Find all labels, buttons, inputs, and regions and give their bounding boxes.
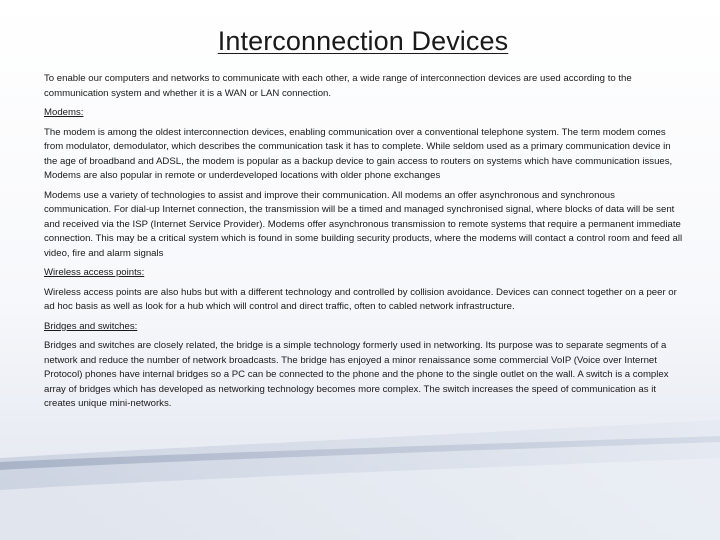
wireless-paragraph: Wireless access points are also hubs but with a different technology and controlled by collision avoidance. Devices can connect together on a peer or ad hoc basis as well as look for a hub which will control and direct traffic, often to cabled network infrastructure. [44,286,677,312]
swoosh-band-dark [0,436,720,470]
bridges-paragraph: Bridges and switches are closely related, the bridge is a simple technology formerly used in networking. Its purpose was to separate segments of a network and reduce the number of network broadcasts. The bridge has enjoyed a minor renaissance some commercial VoIP (Voice over Internet Protocol) phones have internal bridges so a PC can be connected to the phone and the phone to the single outlet on the wall. A switch is a complex array of bridges which has developed as networking technology becomes more complex. The switch increases the speed of communication as it creates unique mini-networks. [44,340,669,409]
modems-paragraph-1: The modem is among the oldest interconnection devices, enabling communication over a conventional telephone system. The term modem comes from modulator, demodulator, which describes the communication task it has to complete. While seldom used as a primary communication device in the age of broadband and ADSL, the modem is popular as a backup device to gain access to routers on systems which have communication issues, Modems are also popular in remote or underdeveloped locations with older phone exchanges [44,126,673,181]
modems-paragraph-2: Modems use a variety of technologies to assist and improve their communication. All modems an offer asynchronous and synchronous communication. For dial-up Internet connection, the transmission will be a timed and managed synchronised signal, where blocks of data will be sent and received via the ISP (Internet Service Provider). Modems offer asynchronous transmission to remote systems that require a permanent immediate connection. This may be a critical system which is found in some building security products, where the modems will contact a control room and feed all video, fire and alarm signals [44,189,683,259]
intro-paragraph: To enable our computers and networks to communicate with each other, a wide range of interconnection devices are used according to the communication system and whether it is a WAN or LAN connection. [44,73,632,99]
slide-title: Interconnection Devices [217,26,509,56]
section-heading-wireless-access-points: Wireless access points: [44,267,145,278]
section-heading-modems: Modems: [44,107,84,118]
swoosh-band-light [0,420,720,540]
slide-body [44,72,684,417]
section-heading-bridges-switches: Bridges and switches: [44,320,138,332]
swoosh-band-bottom [0,458,720,540]
